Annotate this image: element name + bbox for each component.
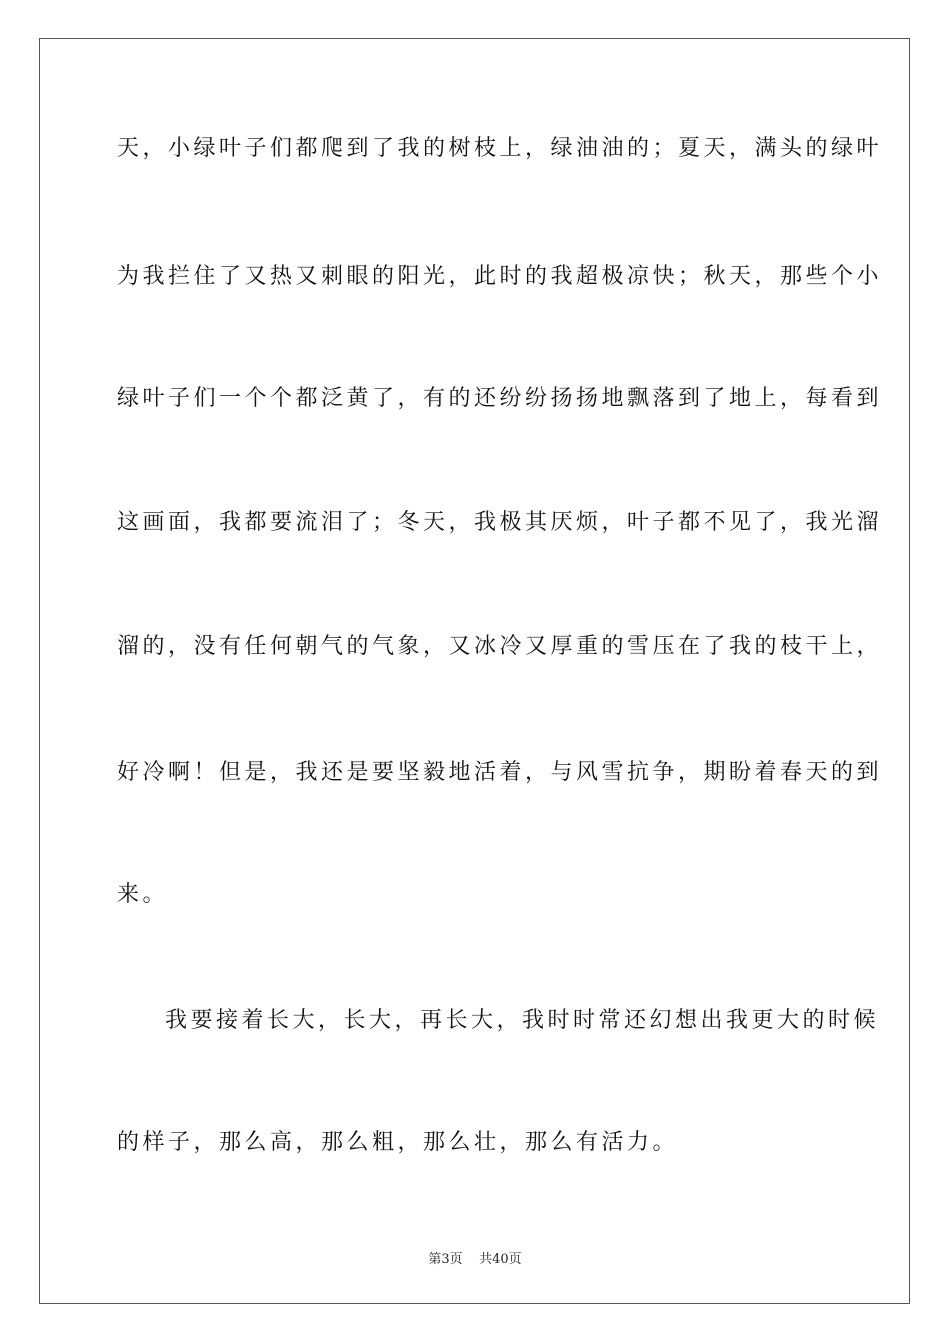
paragraph-line: 这画面，我都要流泪了；冬天，我极其厌烦，叶子都不见了，我光溜 xyxy=(117,510,883,535)
paragraph-line: 的样子，那么高，那么粗，那么壮，那么有活力。 xyxy=(117,1130,679,1155)
page-total: 共40页 xyxy=(479,1252,522,1267)
paragraph-line: 好冷啊！但是，我还是要坚毅地活着，与风雪抗争，期盼着春天的到 xyxy=(117,760,883,785)
paragraph-line: 溜的，没有任何朝气的气象，又冰冷又厚重的雪压在了我的枝干上， xyxy=(117,634,883,659)
paragraph-line: 来。 xyxy=(117,882,169,907)
page-footer xyxy=(0,1248,950,1267)
paragraph-line: 我要接着长大，长大，再长大，我时时常还幻想出我更大的时候 xyxy=(165,1008,880,1033)
paragraph-line: 绿叶子们一个个都泛黄了，有的还纷纷扬扬地飘落到了地上，每看到 xyxy=(117,386,883,411)
page-number: 第3页 xyxy=(428,1252,463,1267)
paragraph-line: 天，小绿叶子们都爬到了我的树枝上，绿油油的；夏天，满头的绿叶 xyxy=(117,136,883,161)
page-frame xyxy=(39,38,910,1304)
paragraph-line: 为我拦住了又热又刺眼的阳光，此时的我超极凉快；秋天，那些个小 xyxy=(117,264,883,289)
